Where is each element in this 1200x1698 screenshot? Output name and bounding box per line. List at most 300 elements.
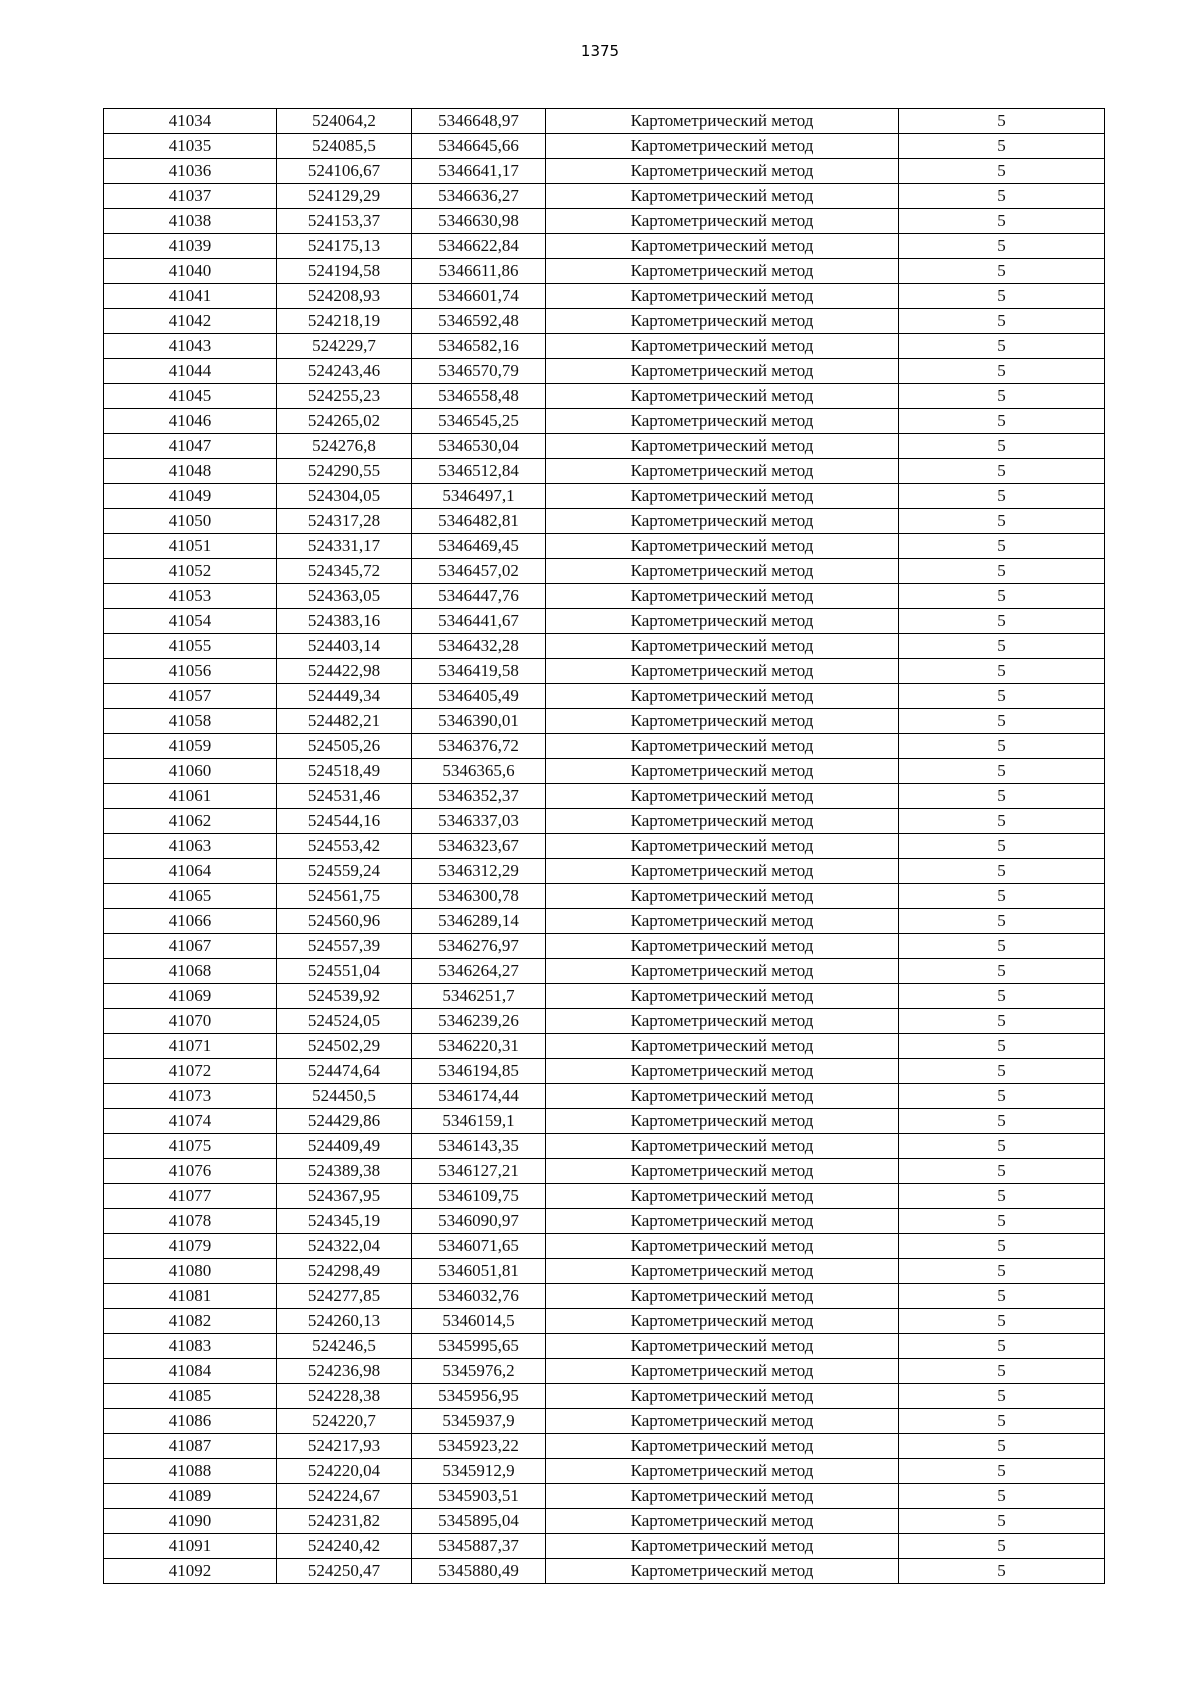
point-number-cell: 41047 (104, 434, 277, 459)
point-number-cell: 41063 (104, 834, 277, 859)
point-number-cell: 41079 (104, 1234, 277, 1259)
table-row (104, 334, 1105, 359)
point-number-cell: 41082 (104, 1309, 277, 1334)
method-cell: Картометрический метод (546, 634, 899, 659)
point-number-cell: 41088 (104, 1459, 277, 1484)
method-cell: Картометрический метод (546, 1384, 899, 1409)
x-coordinate-cell: 524345,19 (277, 1209, 412, 1234)
method-cell: Картометрический метод (546, 884, 899, 909)
accuracy-cell: 5 (899, 309, 1105, 334)
method-cell: Картометрический метод (546, 609, 899, 634)
x-coordinate-cell: 524551,04 (277, 959, 412, 984)
point-number-cell: 41087 (104, 1434, 277, 1459)
x-coordinate-cell: 524298,49 (277, 1259, 412, 1284)
y-coordinate-cell: 5346636,27 (412, 184, 546, 209)
accuracy-cell: 5 (899, 659, 1105, 684)
accuracy-cell: 5 (899, 559, 1105, 584)
method-cell: Картометрический метод (546, 1234, 899, 1259)
y-coordinate-cell: 5346447,76 (412, 584, 546, 609)
table-row (104, 1159, 1105, 1184)
method-cell: Картометрический метод (546, 734, 899, 759)
table-row (104, 384, 1105, 409)
x-coordinate-cell: 524502,29 (277, 1034, 412, 1059)
x-coordinate-cell: 524231,82 (277, 1509, 412, 1534)
x-coordinate-cell: 524450,5 (277, 1084, 412, 1109)
accuracy-cell: 5 (899, 1184, 1105, 1209)
accuracy-cell: 5 (899, 434, 1105, 459)
table-row (104, 109, 1105, 134)
table-row (104, 734, 1105, 759)
method-cell: Картометрический метод (546, 534, 899, 559)
method-cell: Картометрический метод (546, 984, 899, 1009)
accuracy-cell: 5 (899, 1159, 1105, 1184)
y-coordinate-cell: 5346337,03 (412, 809, 546, 834)
x-coordinate-cell: 524345,72 (277, 559, 412, 584)
point-number-cell: 41039 (104, 234, 277, 259)
table-row (104, 1209, 1105, 1234)
x-coordinate-cell: 524218,19 (277, 309, 412, 334)
coordinates-table (103, 108, 1105, 1584)
point-number-cell: 41076 (104, 1159, 277, 1184)
method-cell: Картометрический метод (546, 759, 899, 784)
point-number-cell: 41046 (104, 409, 277, 434)
point-number-cell: 41085 (104, 1384, 277, 1409)
table-row (104, 1234, 1105, 1259)
table-row (104, 284, 1105, 309)
accuracy-cell: 5 (899, 1109, 1105, 1134)
x-coordinate-cell: 524474,64 (277, 1059, 412, 1084)
table-row (104, 1459, 1105, 1484)
table-row (104, 1359, 1105, 1384)
accuracy-cell: 5 (899, 409, 1105, 434)
accuracy-cell: 5 (899, 759, 1105, 784)
method-cell: Картометрический метод (546, 709, 899, 734)
accuracy-cell: 5 (899, 584, 1105, 609)
point-number-cell: 41066 (104, 909, 277, 934)
x-coordinate-cell: 524389,38 (277, 1159, 412, 1184)
table-row (104, 784, 1105, 809)
table-row (104, 959, 1105, 984)
point-number-cell: 41091 (104, 1534, 277, 1559)
point-number-cell: 41064 (104, 859, 277, 884)
x-coordinate-cell: 524317,28 (277, 509, 412, 534)
method-cell: Картометрический метод (546, 334, 899, 359)
y-coordinate-cell: 5346482,81 (412, 509, 546, 534)
table-row (104, 534, 1105, 559)
accuracy-cell: 5 (899, 1084, 1105, 1109)
y-coordinate-cell: 5345895,04 (412, 1509, 546, 1534)
y-coordinate-cell: 5346239,26 (412, 1009, 546, 1034)
point-number-cell: 41065 (104, 884, 277, 909)
x-coordinate-cell: 524409,49 (277, 1134, 412, 1159)
table-row (104, 484, 1105, 509)
y-coordinate-cell: 5346405,49 (412, 684, 546, 709)
page-number: 1375 (580, 42, 620, 60)
point-number-cell: 41043 (104, 334, 277, 359)
x-coordinate-cell: 524085,5 (277, 134, 412, 159)
x-coordinate-cell: 524260,13 (277, 1309, 412, 1334)
table-row (104, 1484, 1105, 1509)
table-row (104, 134, 1105, 159)
y-coordinate-cell: 5346570,79 (412, 359, 546, 384)
point-number-cell: 41037 (104, 184, 277, 209)
accuracy-cell: 5 (899, 1559, 1105, 1584)
accuracy-cell: 5 (899, 1384, 1105, 1409)
point-number-cell: 41041 (104, 284, 277, 309)
y-coordinate-cell: 5346441,67 (412, 609, 546, 634)
y-coordinate-cell: 5346558,48 (412, 384, 546, 409)
method-cell: Картометрический метод (546, 434, 899, 459)
point-number-cell: 41084 (104, 1359, 277, 1384)
x-coordinate-cell: 524539,92 (277, 984, 412, 1009)
accuracy-cell: 5 (899, 184, 1105, 209)
x-coordinate-cell: 524208,93 (277, 284, 412, 309)
method-cell: Картометрический метод (546, 1259, 899, 1284)
y-coordinate-cell: 5345956,95 (412, 1384, 546, 1409)
x-coordinate-cell: 524129,29 (277, 184, 412, 209)
point-number-cell: 41057 (104, 684, 277, 709)
point-number-cell: 41048 (104, 459, 277, 484)
point-number-cell: 41083 (104, 1334, 277, 1359)
x-coordinate-cell: 524331,17 (277, 534, 412, 559)
method-cell: Картометрический метод (546, 1409, 899, 1434)
method-cell: Картометрический метод (546, 1284, 899, 1309)
table-row (104, 759, 1105, 784)
y-coordinate-cell: 5346127,21 (412, 1159, 546, 1184)
table-row (104, 859, 1105, 884)
table-row (104, 834, 1105, 859)
point-number-cell: 41089 (104, 1484, 277, 1509)
y-coordinate-cell: 5345912,9 (412, 1459, 546, 1484)
point-number-cell: 41044 (104, 359, 277, 384)
table-row (104, 984, 1105, 1009)
x-coordinate-cell: 524064,2 (277, 109, 412, 134)
x-coordinate-cell: 524505,26 (277, 734, 412, 759)
method-cell: Картометрический метод (546, 1484, 899, 1509)
point-number-cell: 41042 (104, 309, 277, 334)
accuracy-cell: 5 (899, 159, 1105, 184)
y-coordinate-cell: 5346323,67 (412, 834, 546, 859)
method-cell: Картометрический метод (546, 309, 899, 334)
y-coordinate-cell: 5346365,6 (412, 759, 546, 784)
accuracy-cell: 5 (899, 284, 1105, 309)
y-coordinate-cell: 5346220,31 (412, 1034, 546, 1059)
table-row (104, 884, 1105, 909)
y-coordinate-cell: 5346251,7 (412, 984, 546, 1009)
table-row (104, 359, 1105, 384)
x-coordinate-cell: 524194,58 (277, 259, 412, 284)
method-cell: Картометрический метод (546, 159, 899, 184)
point-number-cell: 41092 (104, 1559, 277, 1584)
table-row (104, 634, 1105, 659)
accuracy-cell: 5 (899, 859, 1105, 884)
table-row (104, 1009, 1105, 1034)
table-row (104, 1434, 1105, 1459)
accuracy-cell: 5 (899, 734, 1105, 759)
accuracy-cell: 5 (899, 709, 1105, 734)
x-coordinate-cell: 524560,96 (277, 909, 412, 934)
point-number-cell: 41061 (104, 784, 277, 809)
table-row (104, 209, 1105, 234)
y-coordinate-cell: 5346090,97 (412, 1209, 546, 1234)
method-cell: Картометрический метод (546, 1109, 899, 1134)
method-cell: Картометрический метод (546, 234, 899, 259)
y-coordinate-cell: 5346051,81 (412, 1259, 546, 1284)
y-coordinate-cell: 5345937,9 (412, 1409, 546, 1434)
y-coordinate-cell: 5346390,01 (412, 709, 546, 734)
point-number-cell: 41052 (104, 559, 277, 584)
accuracy-cell: 5 (899, 934, 1105, 959)
x-coordinate-cell: 524265,02 (277, 409, 412, 434)
point-number-cell: 41086 (104, 1409, 277, 1434)
point-number-cell: 41072 (104, 1059, 277, 1084)
accuracy-cell: 5 (899, 1459, 1105, 1484)
table-row (104, 1509, 1105, 1534)
accuracy-cell: 5 (899, 634, 1105, 659)
point-number-cell: 41053 (104, 584, 277, 609)
accuracy-cell: 5 (899, 334, 1105, 359)
x-coordinate-cell: 524217,93 (277, 1434, 412, 1459)
point-number-cell: 41040 (104, 259, 277, 284)
y-coordinate-cell: 5346032,76 (412, 1284, 546, 1309)
accuracy-cell: 5 (899, 459, 1105, 484)
accuracy-cell: 5 (899, 359, 1105, 384)
method-cell: Картометрический метод (546, 959, 899, 984)
point-number-cell: 41067 (104, 934, 277, 959)
table-row (104, 1334, 1105, 1359)
y-coordinate-cell: 5346622,84 (412, 234, 546, 259)
point-number-cell: 41090 (104, 1509, 277, 1534)
y-coordinate-cell: 5345995,65 (412, 1334, 546, 1359)
y-coordinate-cell: 5345887,37 (412, 1534, 546, 1559)
accuracy-cell: 5 (899, 1284, 1105, 1309)
method-cell: Картометрический метод (546, 384, 899, 409)
accuracy-cell: 5 (899, 1259, 1105, 1284)
table-row (104, 559, 1105, 584)
method-cell: Картометрический метод (546, 1434, 899, 1459)
method-cell: Картометрический метод (546, 659, 899, 684)
accuracy-cell: 5 (899, 259, 1105, 284)
method-cell: Картометрический метод (546, 1359, 899, 1384)
accuracy-cell: 5 (899, 1509, 1105, 1534)
accuracy-cell: 5 (899, 109, 1105, 134)
accuracy-cell: 5 (899, 1359, 1105, 1384)
y-coordinate-cell: 5346611,86 (412, 259, 546, 284)
method-cell: Картометрический метод (546, 584, 899, 609)
x-coordinate-cell: 524250,47 (277, 1559, 412, 1584)
point-number-cell: 41058 (104, 709, 277, 734)
table-row (104, 1034, 1105, 1059)
method-cell: Картометрический метод (546, 834, 899, 859)
x-coordinate-cell: 524557,39 (277, 934, 412, 959)
y-coordinate-cell: 5346630,98 (412, 209, 546, 234)
y-coordinate-cell: 5346300,78 (412, 884, 546, 909)
point-number-cell: 41074 (104, 1109, 277, 1134)
accuracy-cell: 5 (899, 1034, 1105, 1059)
table-row (104, 259, 1105, 284)
method-cell: Картометрический метод (546, 1159, 899, 1184)
table-row (104, 1409, 1105, 1434)
x-coordinate-cell: 524236,98 (277, 1359, 412, 1384)
method-cell: Картометрический метод (546, 1084, 899, 1109)
method-cell: Картометрический метод (546, 484, 899, 509)
point-number-cell: 41059 (104, 734, 277, 759)
table-row (104, 309, 1105, 334)
table-row (104, 659, 1105, 684)
table-row (104, 234, 1105, 259)
y-coordinate-cell: 5346432,28 (412, 634, 546, 659)
point-number-cell: 41071 (104, 1034, 277, 1059)
accuracy-cell: 5 (899, 959, 1105, 984)
table-row (104, 1184, 1105, 1209)
accuracy-cell: 5 (899, 1484, 1105, 1509)
method-cell: Картометрический метод (546, 1334, 899, 1359)
table-row (104, 709, 1105, 734)
table-row (104, 584, 1105, 609)
y-coordinate-cell: 5346352,37 (412, 784, 546, 809)
method-cell: Картометрический метод (546, 459, 899, 484)
y-coordinate-cell: 5346469,45 (412, 534, 546, 559)
y-coordinate-cell: 5346264,27 (412, 959, 546, 984)
y-coordinate-cell: 5345880,49 (412, 1559, 546, 1584)
method-cell: Картометрический метод (546, 1184, 899, 1209)
table-row (104, 1109, 1105, 1134)
accuracy-cell: 5 (899, 609, 1105, 634)
y-coordinate-cell: 5346014,5 (412, 1309, 546, 1334)
method-cell: Картометрический метод (546, 1034, 899, 1059)
accuracy-cell: 5 (899, 1409, 1105, 1434)
table-row (104, 184, 1105, 209)
method-cell: Картометрический метод (546, 1209, 899, 1234)
accuracy-cell: 5 (899, 909, 1105, 934)
table-row (104, 1309, 1105, 1334)
x-coordinate-cell: 524224,67 (277, 1484, 412, 1509)
point-number-cell: 41078 (104, 1209, 277, 1234)
method-cell: Картометрический метод (546, 684, 899, 709)
accuracy-cell: 5 (899, 384, 1105, 409)
table-row (104, 809, 1105, 834)
method-cell: Картометрический метод (546, 209, 899, 234)
point-number-cell: 41073 (104, 1084, 277, 1109)
y-coordinate-cell: 5346530,04 (412, 434, 546, 459)
accuracy-cell: 5 (899, 684, 1105, 709)
table-row (104, 409, 1105, 434)
method-cell: Картометрический метод (546, 559, 899, 584)
method-cell: Картометрический метод (546, 359, 899, 384)
x-coordinate-cell: 524383,16 (277, 609, 412, 634)
method-cell: Картометрический метод (546, 284, 899, 309)
x-coordinate-cell: 524553,42 (277, 834, 412, 859)
method-cell: Картометрический метод (546, 784, 899, 809)
x-coordinate-cell: 524106,67 (277, 159, 412, 184)
x-coordinate-cell: 524422,98 (277, 659, 412, 684)
accuracy-cell: 5 (899, 534, 1105, 559)
table-row (104, 1134, 1105, 1159)
method-cell: Картометрический метод (546, 134, 899, 159)
table-row (104, 459, 1105, 484)
accuracy-cell: 5 (899, 134, 1105, 159)
y-coordinate-cell: 5346545,25 (412, 409, 546, 434)
y-coordinate-cell: 5346312,29 (412, 859, 546, 884)
y-coordinate-cell: 5346376,72 (412, 734, 546, 759)
method-cell: Картометрический метод (546, 259, 899, 284)
method-cell: Картометрический метод (546, 934, 899, 959)
y-coordinate-cell: 5345976,2 (412, 1359, 546, 1384)
accuracy-cell: 5 (899, 1209, 1105, 1234)
method-cell: Картометрический метод (546, 409, 899, 434)
point-number-cell: 41049 (104, 484, 277, 509)
x-coordinate-cell: 524243,46 (277, 359, 412, 384)
method-cell: Картометрический метод (546, 1009, 899, 1034)
x-coordinate-cell: 524220,7 (277, 1409, 412, 1434)
point-number-cell: 41060 (104, 759, 277, 784)
accuracy-cell: 5 (899, 1434, 1105, 1459)
y-coordinate-cell: 5346289,14 (412, 909, 546, 934)
table-row (104, 1559, 1105, 1584)
y-coordinate-cell: 5346457,02 (412, 559, 546, 584)
y-coordinate-cell: 5345923,22 (412, 1434, 546, 1459)
x-coordinate-cell: 524531,46 (277, 784, 412, 809)
coordinates-table-body (104, 109, 1105, 1584)
point-number-cell: 41034 (104, 109, 277, 134)
table-row (104, 509, 1105, 534)
accuracy-cell: 5 (899, 484, 1105, 509)
point-number-cell: 41062 (104, 809, 277, 834)
y-coordinate-cell: 5346071,65 (412, 1234, 546, 1259)
y-coordinate-cell: 5346592,48 (412, 309, 546, 334)
x-coordinate-cell: 524220,04 (277, 1459, 412, 1484)
x-coordinate-cell: 524276,8 (277, 434, 412, 459)
x-coordinate-cell: 524429,86 (277, 1109, 412, 1134)
table-row (104, 1084, 1105, 1109)
x-coordinate-cell: 524363,05 (277, 584, 412, 609)
method-cell: Картометрический метод (546, 1059, 899, 1084)
accuracy-cell: 5 (899, 234, 1105, 259)
x-coordinate-cell: 524518,49 (277, 759, 412, 784)
table-row (104, 1534, 1105, 1559)
x-coordinate-cell: 524304,05 (277, 484, 412, 509)
method-cell: Картометрический метод (546, 1459, 899, 1484)
method-cell: Картометрический метод (546, 1309, 899, 1334)
point-number-cell: 41075 (104, 1134, 277, 1159)
x-coordinate-cell: 524175,13 (277, 234, 412, 259)
table-row (104, 1384, 1105, 1409)
method-cell: Картометрический метод (546, 1534, 899, 1559)
method-cell: Картометрический метод (546, 859, 899, 884)
table-row (104, 909, 1105, 934)
x-coordinate-cell: 524277,85 (277, 1284, 412, 1309)
method-cell: Картометрический метод (546, 909, 899, 934)
table-row (104, 1259, 1105, 1284)
y-coordinate-cell: 5346109,75 (412, 1184, 546, 1209)
point-number-cell: 41069 (104, 984, 277, 1009)
table-row (104, 934, 1105, 959)
x-coordinate-cell: 524482,21 (277, 709, 412, 734)
point-number-cell: 41051 (104, 534, 277, 559)
point-number-cell: 41036 (104, 159, 277, 184)
x-coordinate-cell: 524255,23 (277, 384, 412, 409)
y-coordinate-cell: 5346497,1 (412, 484, 546, 509)
method-cell: Картометрический метод (546, 1559, 899, 1584)
table-row (104, 684, 1105, 709)
accuracy-cell: 5 (899, 1534, 1105, 1559)
accuracy-cell: 5 (899, 984, 1105, 1009)
table-row (104, 609, 1105, 634)
point-number-cell: 41050 (104, 509, 277, 534)
x-coordinate-cell: 524240,42 (277, 1534, 412, 1559)
x-coordinate-cell: 524561,75 (277, 884, 412, 909)
point-number-cell: 41068 (104, 959, 277, 984)
